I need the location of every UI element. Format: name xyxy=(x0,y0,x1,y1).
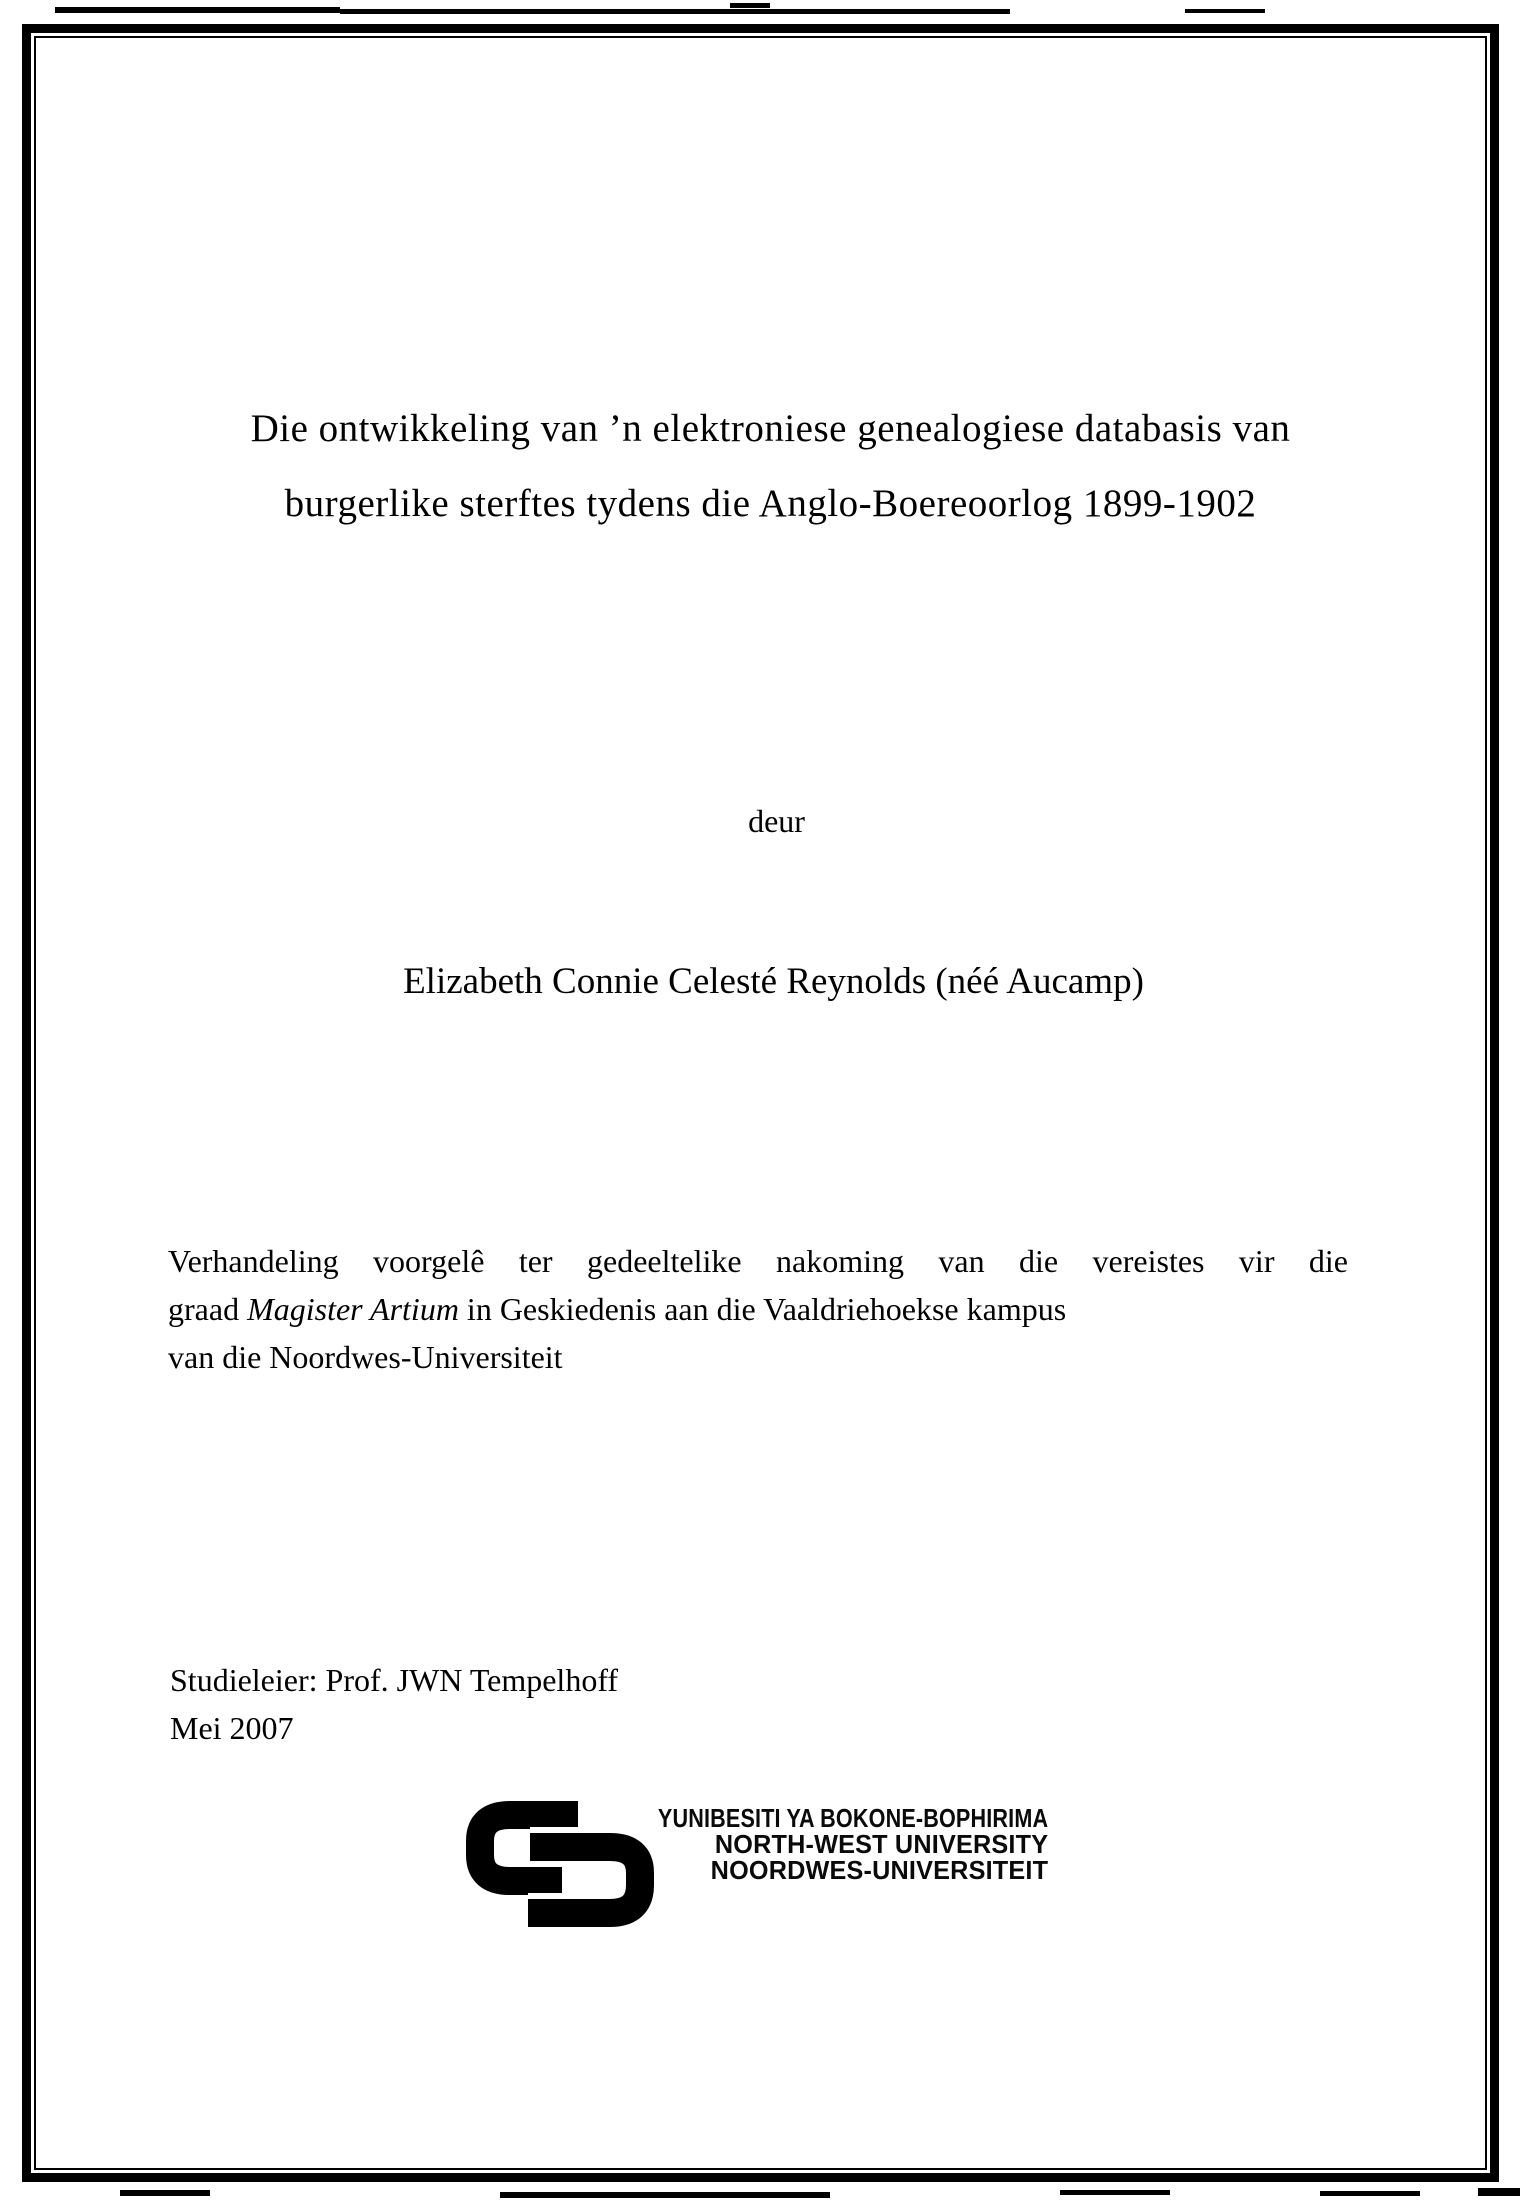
scan-artifact xyxy=(1060,2190,1170,2195)
degree-name-italic: Magister Artium xyxy=(247,1291,459,1327)
degree-statement xyxy=(168,1237,1348,1381)
supervisor-block xyxy=(170,1656,618,1752)
scan-artifact xyxy=(120,2190,210,2196)
scan-artifact xyxy=(500,2192,830,2198)
degree-statement-line-2-suffix: in Geskiedenis aan die Vaaldriehoekse kampus xyxy=(458,1291,1067,1327)
logo-text-english: NORTH-WEST UNIVERSITY xyxy=(714,1829,1048,1859)
degree-statement-line-2 xyxy=(168,1285,1348,1333)
degree-statement-line-2-prefix: graad xyxy=(168,1291,248,1327)
thesis-title-line-1: Die ontwikkeling van ’n elektroniese genealogiese databasis van xyxy=(250,407,1291,450)
degree-statement-line-3: van die Noordwes-Universiteit xyxy=(168,1339,563,1375)
date-line: Mei 2007 xyxy=(170,1710,294,1746)
scan-artifact xyxy=(1185,9,1265,13)
author-name: Elizabeth Connie Celesté Reynolds (néé Aucamp) xyxy=(403,961,1144,1002)
logo-text-afrikaans: NOORDWES-UNIVERSITEIT xyxy=(710,1855,1048,1885)
degree-statement-line-1: Verhandeling voorgelê ter gedeeltelike nakoming van die vereistes vir die xyxy=(168,1243,1348,1279)
scan-artifact xyxy=(1320,2191,1420,2196)
university-logo-wordmark xyxy=(578,1805,1048,1883)
scan-artifact xyxy=(340,9,1010,14)
scan-artifact xyxy=(730,3,770,8)
thesis-title-line-2: burgerlike sterftes tydens die Anglo-Boereoorlog 1899-1902 xyxy=(284,482,1257,525)
scan-artifact xyxy=(1478,2188,1520,2196)
logo-text-setswana: YUNIBESITI YA BOKONE-BOPHIRIMA xyxy=(657,1803,1048,1833)
byline-deur: deur xyxy=(748,803,805,839)
supervisor-line: Studieleier: Prof. JWN Tempelhoff xyxy=(170,1662,619,1698)
scan-artifact xyxy=(55,7,340,13)
